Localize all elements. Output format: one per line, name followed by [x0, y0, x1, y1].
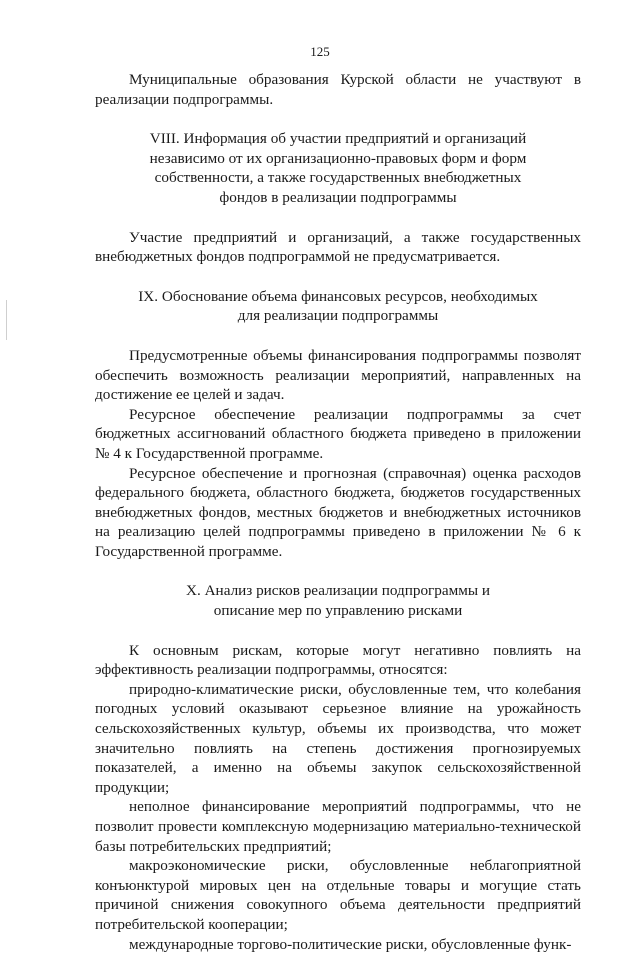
paragraph-funding-risks: неполное финансирование мероприятий подпрограммы, что не позволит провести комплексную модернизацию материально-технической базы потребительских предприятий;: [95, 798, 581, 855]
paragraph-municipal: Муниципальные образования Курской области не участвуют в реализации подпрограммы.: [95, 71, 581, 108]
paragraph-participation: Участие предприятий и организаций, а также государственных внебюджетных фондов подпрограммой не предусматривается.: [95, 228, 581, 266]
paragraph-resource-appendix-4: Ресурсное обеспечение реализации подпрограммы за счет бюджетных ассигнований областного бюджета приведено в приложении № 4 к Государственной программе.: [95, 405, 581, 462]
paragraph-climate-risks: природно-климатические риски, обусловленные тем, что колебания погодных условий оказывают серьезное влияние на урожайность сельскохозяйственных культур, объемы их производства, что может значительно повлиять на степень достижения прогнозируемых показателей, а именно на объемы закупок сельскохозяйственной продукции;: [95, 680, 581, 796]
section-heading-ix: IX. Обоснование объема финансовых ресурсов, необходимых для реализации подпрограммы: [138, 287, 538, 325]
scan-artifact: [6, 300, 7, 340]
page-body: [95, 70, 581, 954]
page-number: 125: [310, 44, 330, 59]
paragraph-macro-risks: макроэкономические риски, обусловленные неблагоприятной конъюнктурой мировых цен на отдельные товары и могущие стать причиной снижения совокупного объема деятельности предприятий потребительской кооперации;: [95, 857, 581, 933]
section-heading-viii: VIII. Информация об участии предприятий и организаций независимо от их организационно-правовых форм и форм собственности, а также государственных внебюджетных фондов в реализации подпрограммы: [149, 130, 527, 206]
section-heading-x: X. Анализ рисков реализации подпрограммы и описание мер по управлению рисками: [186, 582, 490, 620]
paragraph-financing-volumes: Предусмотренные объемы финансирования подпрограммы позволят обеспечить возможность реализации мероприятий, направленных на достижение ее целей и задач.: [95, 346, 581, 404]
paragraph-resource-appendix-6: Ресурсное обеспечение и прогнозная (справочная) оценка расходов федерального бюджета, областного бюджета, бюджетов государственных внебюджетных фондов, местных бюджетов и внебюджетных источников на реализацию целей подпрограммы приведено в приложении № 6 к Государственной программе.: [95, 464, 581, 560]
paragraph-trade-risks: международные торгово-политические риски, обусловленные функ-: [129, 935, 572, 953]
paragraph-main-risks: К основным рискам, которые могут негативно повлиять на эффективность реализации подпрограммы, относятся:: [95, 641, 581, 679]
